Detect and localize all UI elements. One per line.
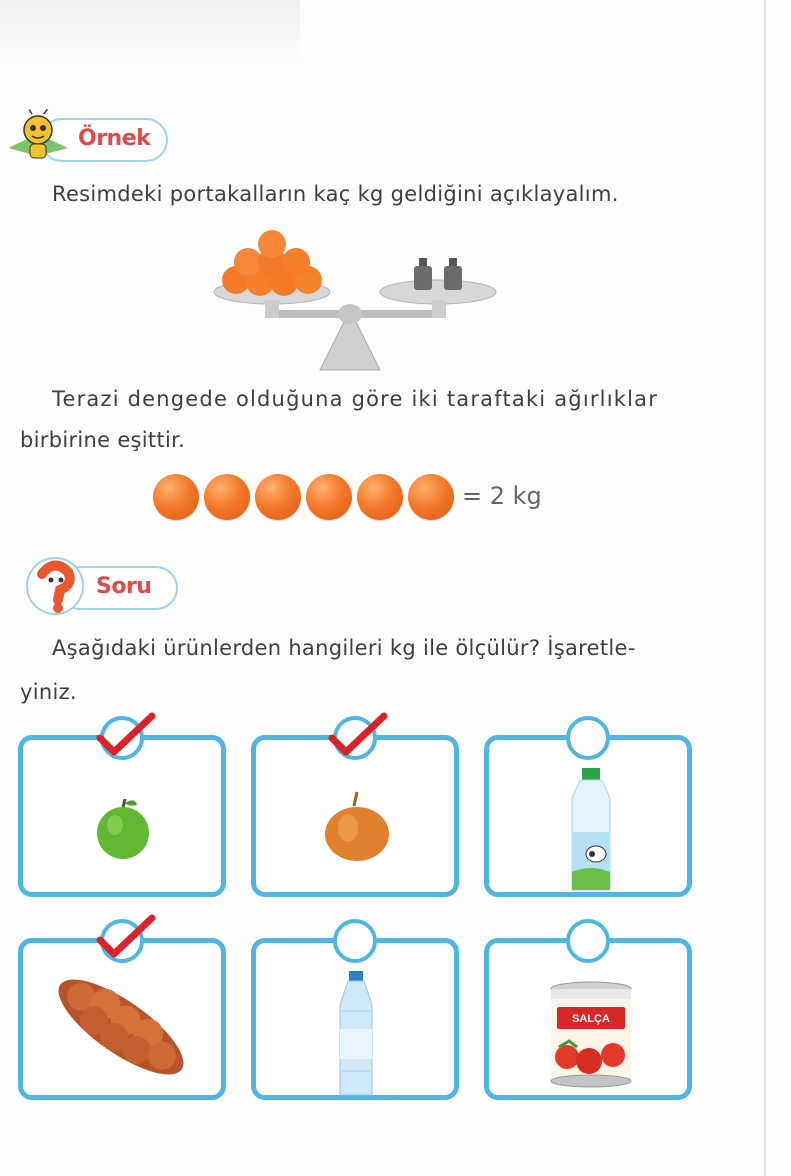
orange (408, 474, 454, 520)
onion-image (324, 788, 390, 862)
checkmark-icon (328, 712, 388, 756)
orange (255, 474, 301, 520)
page-edge (764, 0, 766, 1176)
answer-circle-tomato-paste-can[interactable] (566, 919, 610, 963)
apple-image (93, 795, 153, 861)
orange (204, 474, 250, 520)
question-mark-mascot-icon (24, 556, 86, 616)
answer-circle-water-bottle[interactable] (333, 919, 377, 963)
milk-bottle-image (564, 768, 618, 894)
explanation-line-2: birbirine eşittir. (20, 428, 186, 452)
bread-image (51, 967, 191, 1087)
explanation-line-1: Terazi dengede olduğuna göre iki taraftaki ağırlıklar (52, 387, 659, 411)
orange (153, 474, 199, 520)
water-bottle-image (336, 971, 376, 1099)
equation-value: = 2 kg (462, 482, 542, 510)
can-label: SALÇA (572, 1013, 610, 1025)
orange (306, 474, 352, 520)
example-badge-label: Örnek (78, 126, 151, 151)
checkmark-icon (96, 914, 156, 958)
example-question: Resimdeki portakalların kaç kg geldiğini açıklayalım. (52, 182, 619, 206)
checkmark-icon (96, 712, 156, 756)
tomato-paste-can-image (549, 981, 633, 1089)
answer-circle-milk-bottle[interactable] (566, 716, 610, 760)
question-prompt-line-2: yiniz. (20, 680, 77, 704)
bee-mascot-icon (8, 108, 70, 168)
scan-shadow (0, 0, 300, 60)
question-prompt-line-1: Aşağıdaki ürünlerden hangileri kg ile ölçülür? İşaretle- (52, 636, 636, 660)
orange (357, 474, 403, 520)
question-badge-label: Soru (96, 574, 152, 599)
balance-scale-illustration (210, 230, 500, 380)
